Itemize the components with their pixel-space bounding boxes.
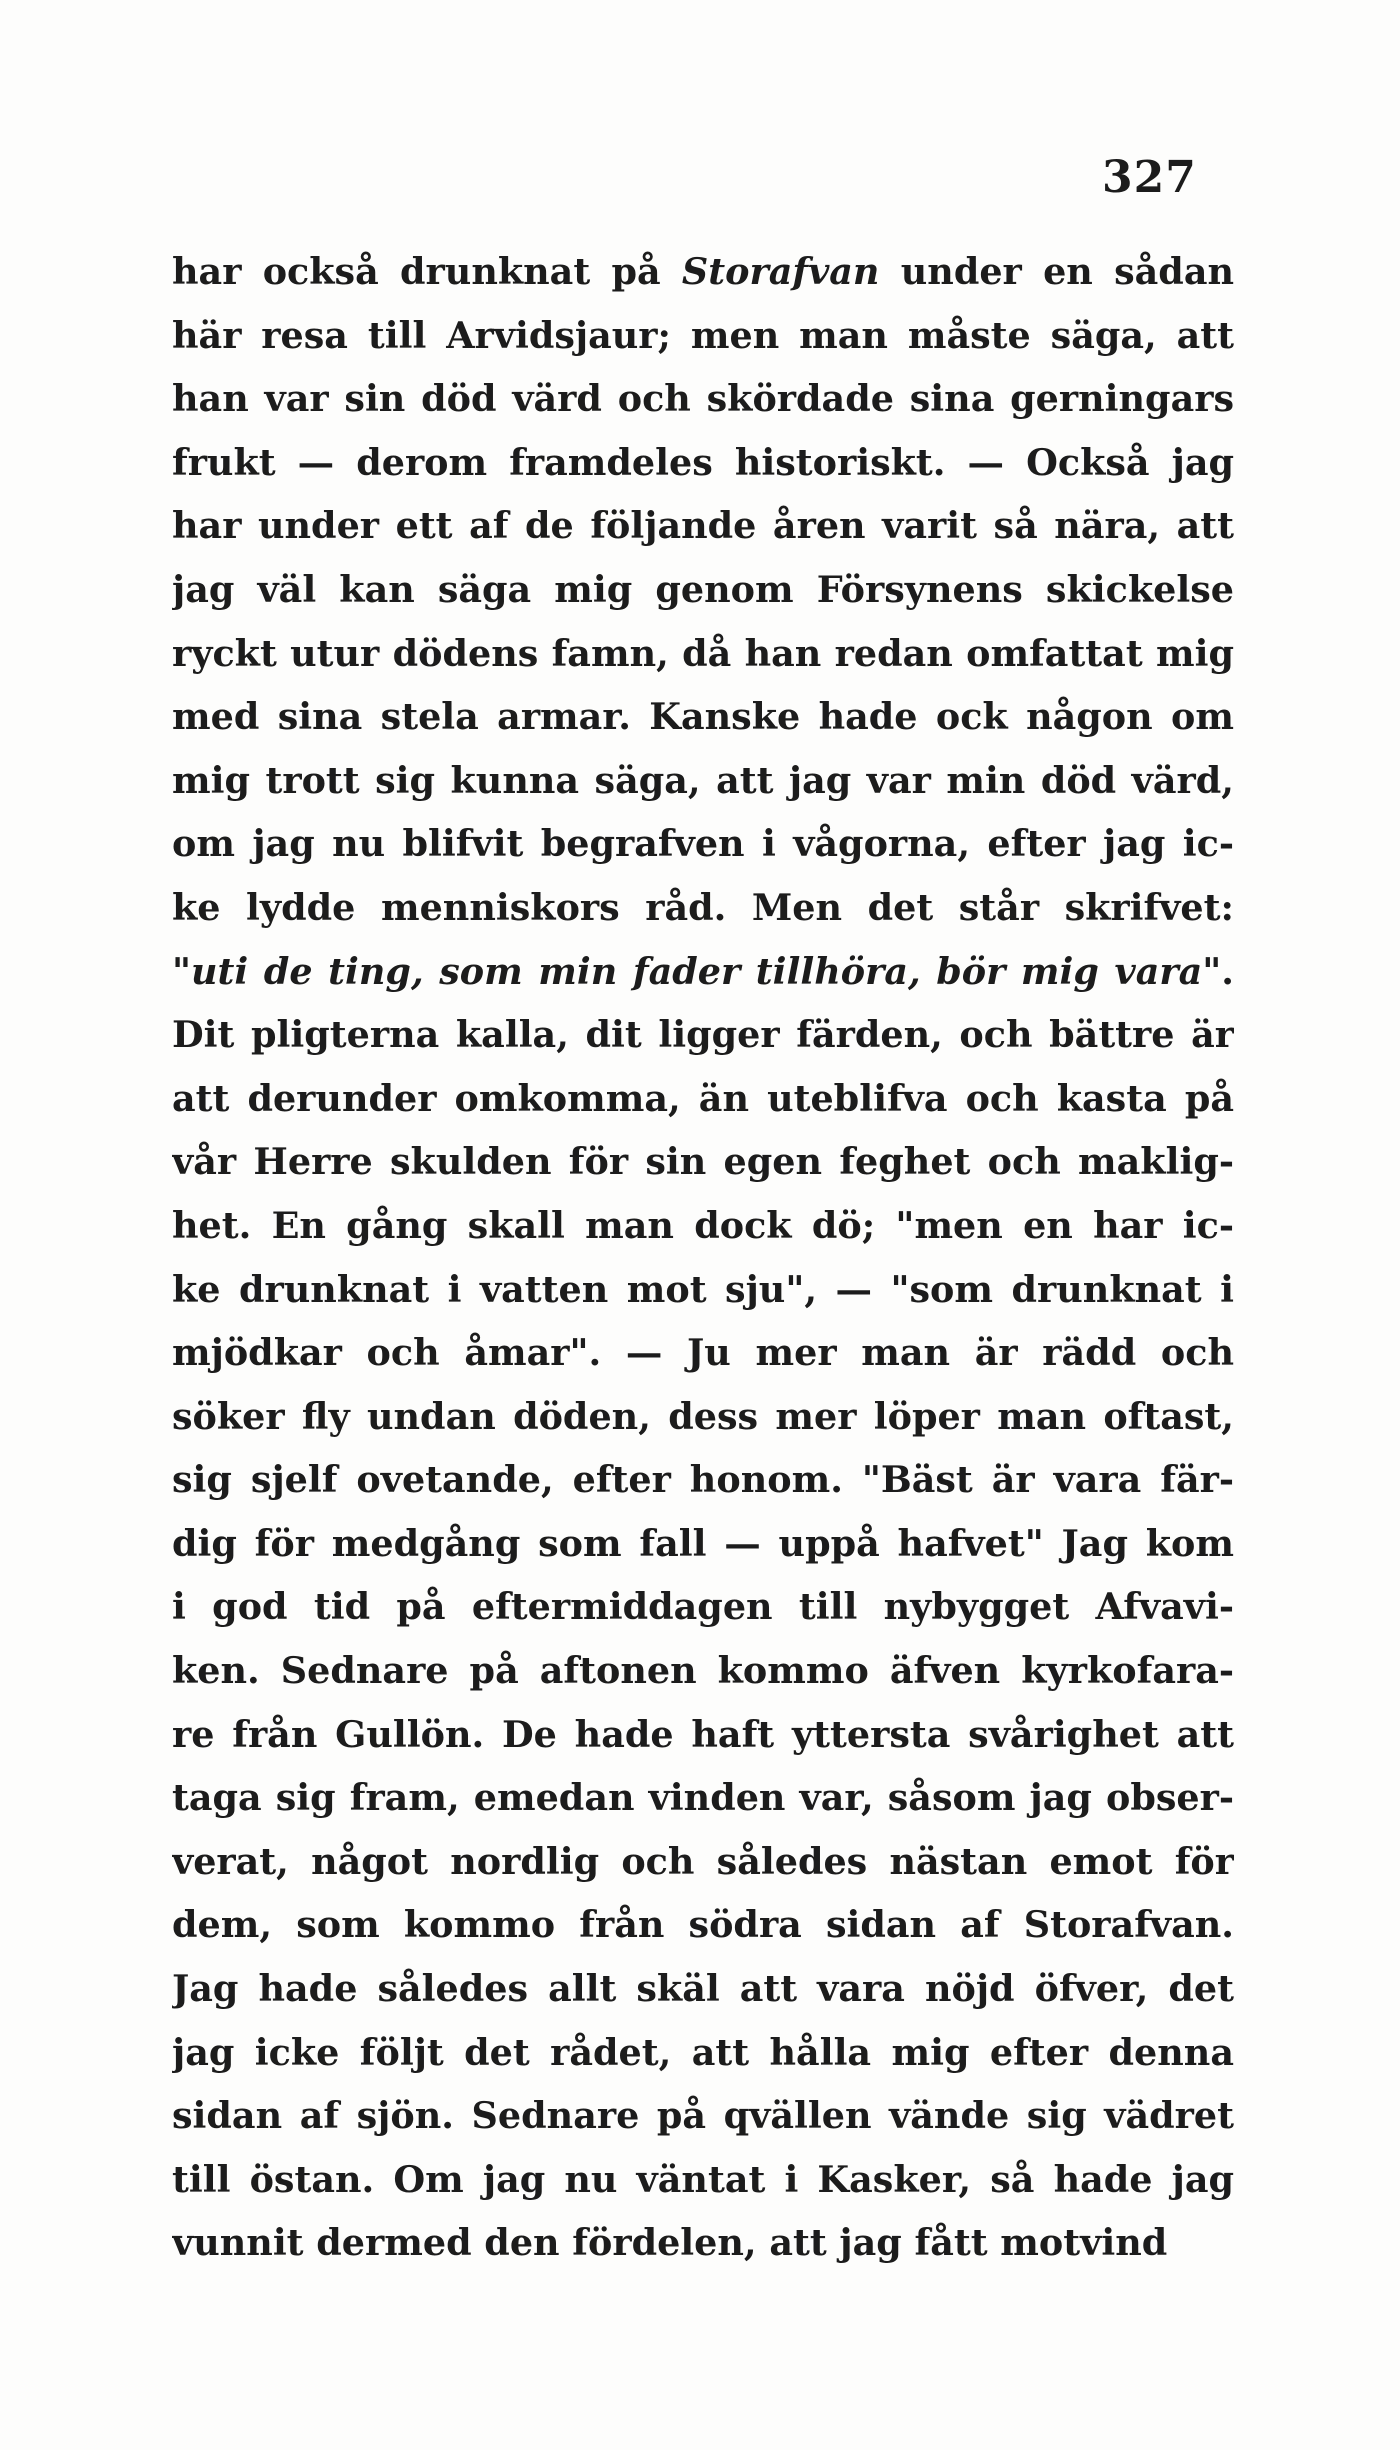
text-line: jag väl kan säga mig genom Försynens skickelse — [172, 567, 1234, 611]
text-line: att derunder omkomma, än uteblifva och kasta på — [172, 1076, 1234, 1120]
text-line: har under ett af de följande åren varit så nära, att — [172, 504, 1234, 548]
text-line: "uti de ting, som min fader tillhöra, bör mig vara". — [172, 949, 1234, 993]
text-line: ken. Sednare på aftonen kommo äfven kyrkofara- — [172, 1649, 1234, 1693]
body-text — [172, 240, 1234, 2275]
text-line: mjödkar och åmar". — Ju mer man är rädd och — [172, 1331, 1234, 1375]
text-line: jag icke följt det rådet, att hålla mig efter denna — [172, 2030, 1234, 2074]
text-line: sig sjelf ovetande, efter honom. "Bäst är vara fär- — [172, 1458, 1234, 1502]
text-line: sidan af sjön. Sednare på qvällen vände sig vädret — [172, 2094, 1234, 2138]
text-line: re från Gullön. De hade haft yttersta svårighet att — [172, 1712, 1234, 1756]
text-line: ke lydde menniskors råd. Men det står skrifvet: — [172, 885, 1234, 929]
text-line: i god tid på eftermiddagen till nybygget Afvavi- — [172, 1585, 1234, 1629]
text-line: dig för medgång som fall — uppå hafvet" Jag kom — [172, 1521, 1234, 1565]
text-line: har också drunknat på Storafvan under en sådan — [172, 250, 1234, 293]
text-line: ryckt utur dödens famn, då han redan omfattat mig — [172, 631, 1234, 675]
text-line: om jag nu blifvit begrafven i vågorna, efter jag ic- — [172, 822, 1234, 866]
text-line: till östan. Om jag nu väntat i Kasker, så hade jag — [172, 2157, 1234, 2201]
text-line: vår Herre skulden för sin egen feghet och maklig- — [172, 1140, 1234, 1184]
text-line: ke drunknat i vatten mot sju", — "som drunknat i — [172, 1267, 1234, 1311]
text-line: söker fly undan döden, dess mer löper man oftast, — [172, 1394, 1234, 1438]
text-line: Jag hade således allt skäl att vara nöjd öfver, det — [172, 1967, 1234, 2011]
text-line: han var sin död värd och skördade sina gerningars — [172, 377, 1234, 421]
text-line: mig trott sig kunna säga, att jag var min död värd, — [172, 758, 1234, 802]
text-line: frukt — derom framdeles historiskt. — Också jag — [172, 440, 1234, 484]
text-line: verat, något nordlig och således nästan emot för — [172, 1839, 1234, 1883]
text-line: taga sig fram, emedan vinden var, såsom jag obser- — [172, 1776, 1234, 1820]
text-line: med sina stela armar. Kanske hade ock någon om — [172, 695, 1234, 739]
page-number: 327 — [1102, 152, 1197, 203]
text-line: dem, som kommo från södra sidan af Storafvan. — [172, 1903, 1234, 1947]
text-line: het. En gång skall man dock dö; "men en har ic- — [172, 1203, 1234, 1247]
text-line: vunnit dermed den fördelen, att jag fått motvind — [172, 2221, 1168, 2265]
text-line: Dit pligterna kalla, dit ligger färden, och bättre är — [172, 1013, 1234, 1057]
text-line: här resa till Arvidsjaur; men man måste säga, att — [172, 313, 1234, 357]
